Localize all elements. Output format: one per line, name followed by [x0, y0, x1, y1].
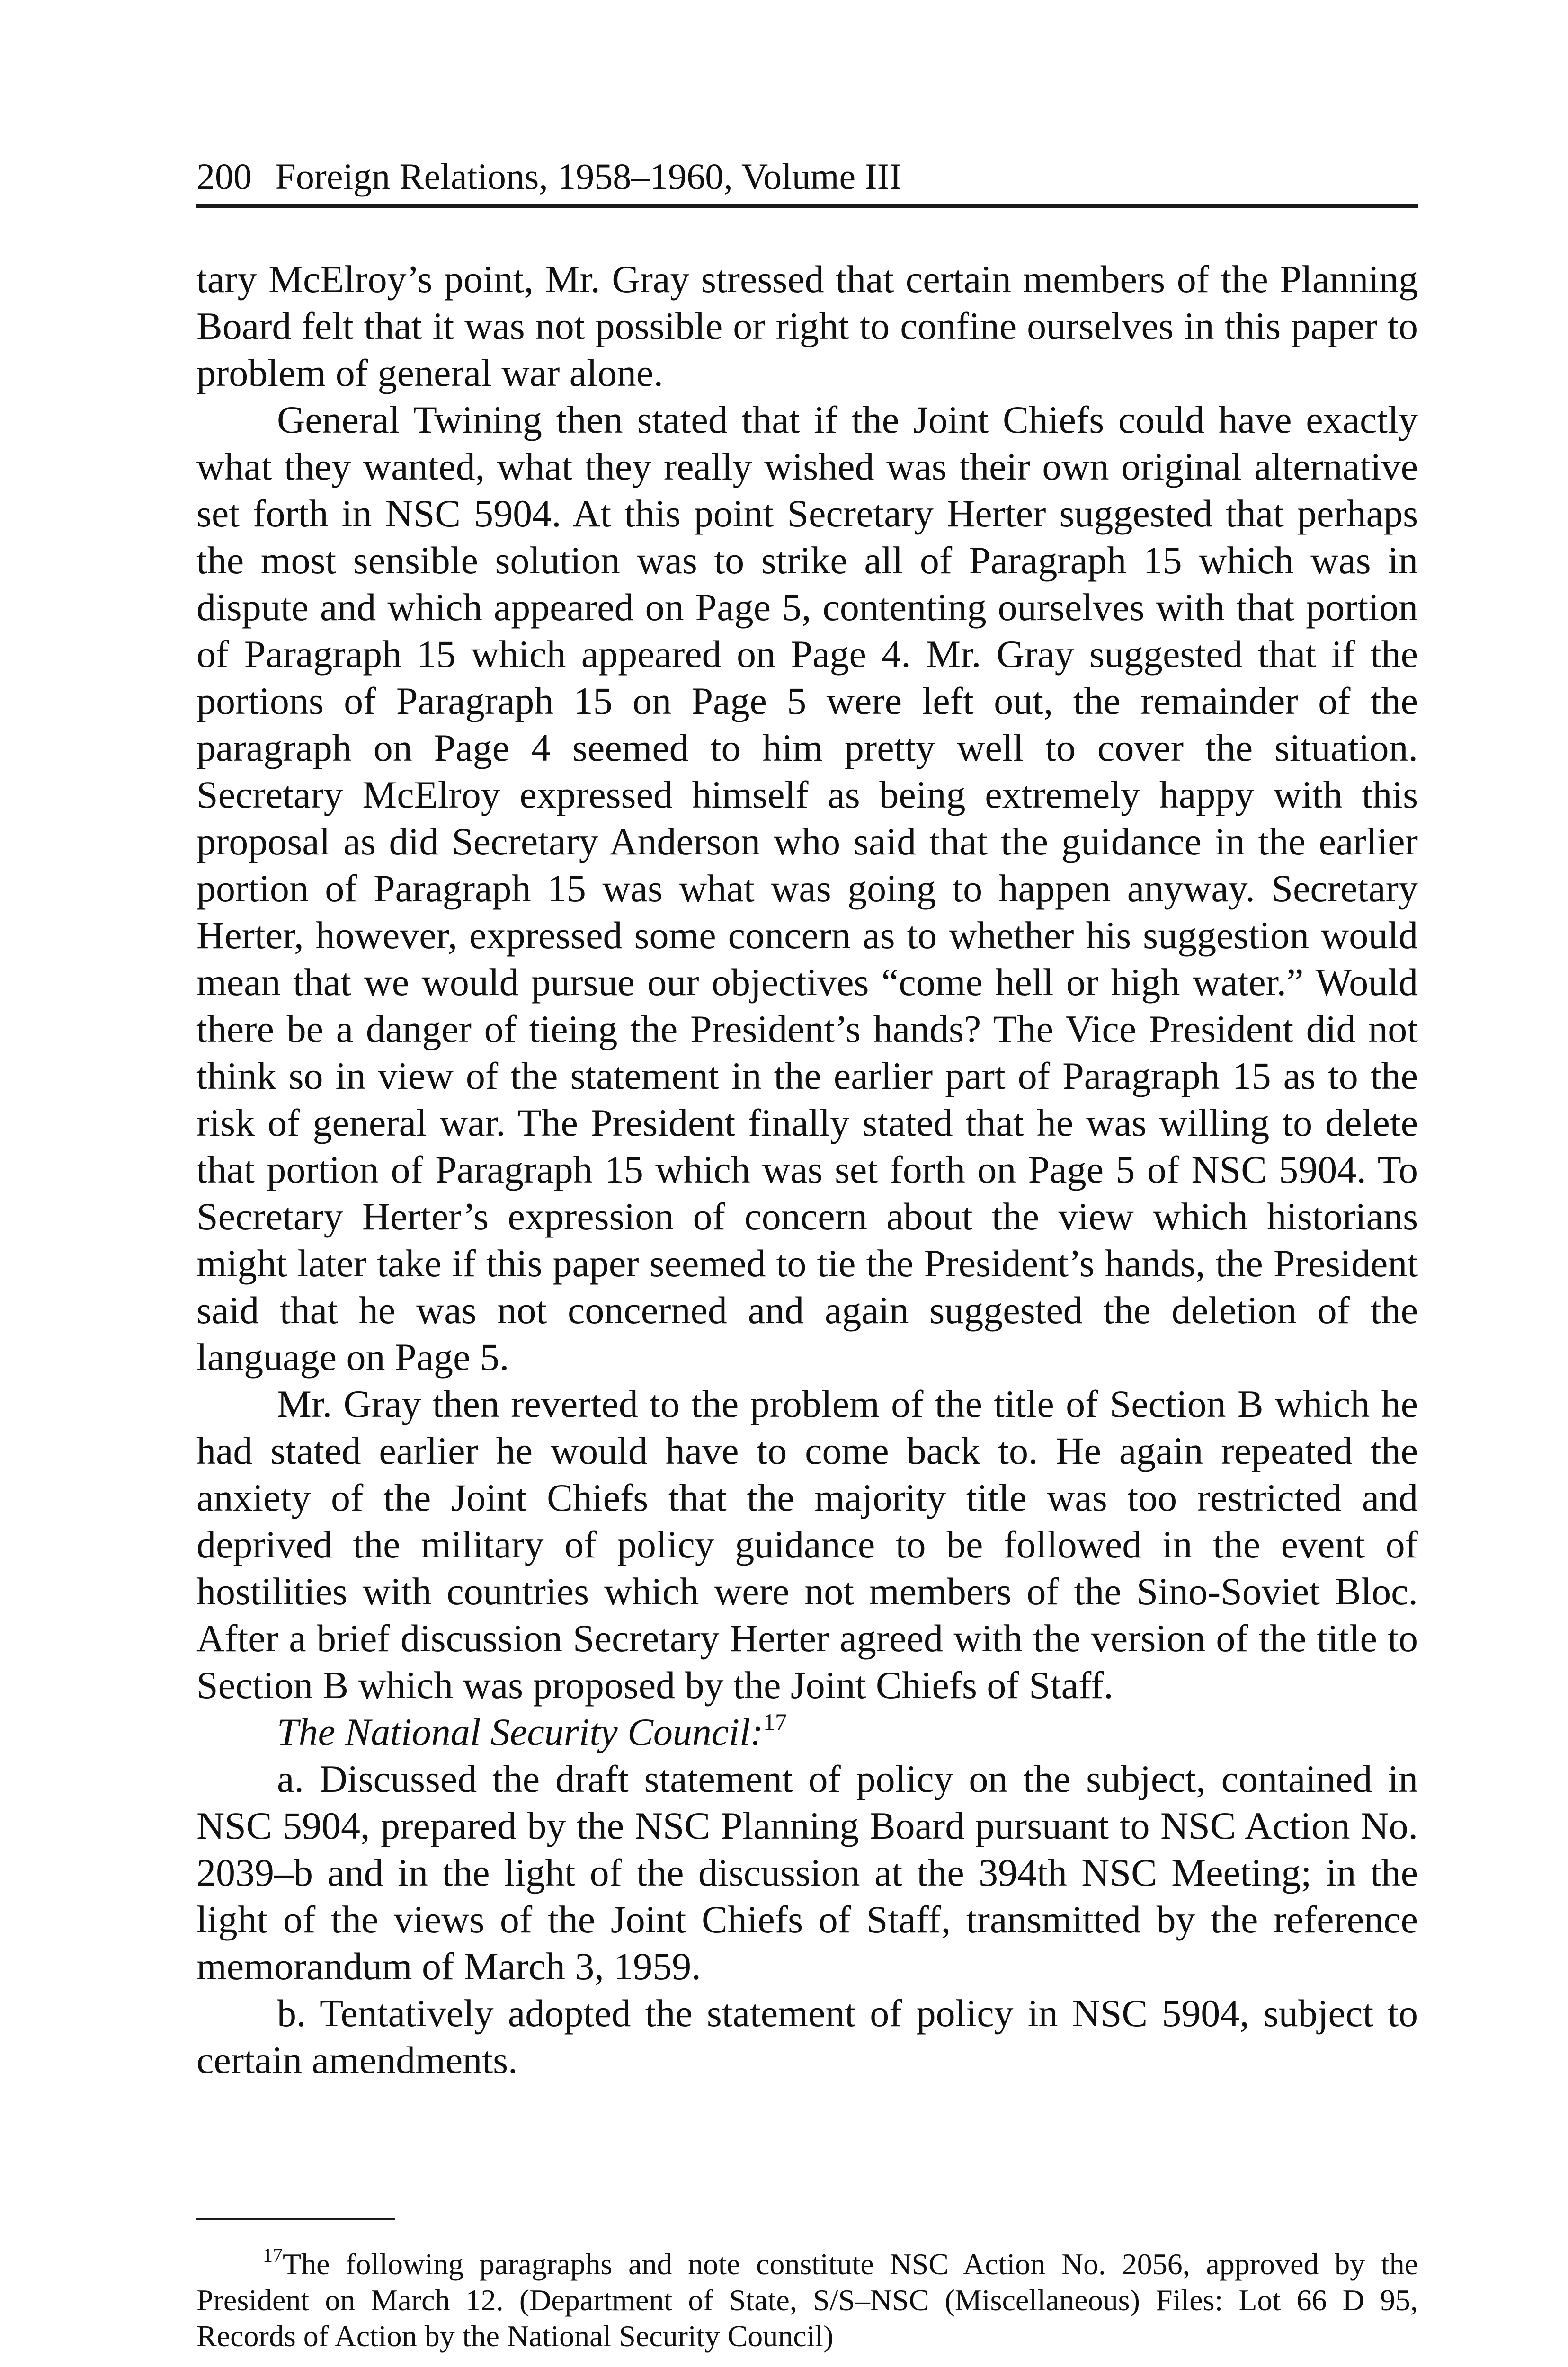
page-number: 200	[196, 156, 252, 197]
footnote-17	[196, 2246, 1418, 2354]
footnote-rule	[196, 2218, 395, 2220]
running-header	[196, 151, 1418, 203]
paragraph-twining: General Twining then stated that if the Joint Chiefs could have exactly what they wanted, what they really wished was their own original alternative set forth in NSC 5904. At this point Secretary Herter suggested that perhaps the most sensible solution was to strike all of Paragraph 15 which was in dispute and which appeared on Page 5, contenting ourselves with that portion of Paragraph 15 which appeared on Page 4. Mr. Gray suggested that if the portions of Paragraph 15 on Page 5 were left out, the remainder of the paragraph on Page 4 seemed to him pretty well to cover the situation. Secretary McElroy expressed himself as being extremely happy with this proposal as did Secretary Anderson who said that the guidance in the earlier portion of Paragraph 15 was what was going to happen anyway. Secretary Herter, however, expressed some concern as to whether his suggestion would mean that we would pursue our objectives “come hell or high water.” Would there be a danger of tieing the President’s hands? The Vice President did not think so in view of the statement in the earlier part of Paragraph 15 as to the risk of general war. The President finally stated that he was willing to delete that portion of Paragraph 15 which was set forth on Page 5 of NSC 5904. To Secretary Herter’s expression of concern about the view which historians might later take if this paper seemed to tie the President’s hands, the President said that he was not concerned and again suggested the deletion of the language on Page 5.	[196, 398, 1418, 1379]
action-item-a: a. Discussed the draft statement of policy on the subject, contained in NSC 5904, prepared by the NSC Planning Board pursuant to NSC Action No. 2039–b and in the light of the discussion at the 394th NSC Meeting; in the light of the views of the Joint Chiefs of Staff, transmitted by the reference memorandum of March 3, 1959.	[196, 1757, 1418, 1988]
header-rule	[196, 204, 1418, 208]
council-heading	[196, 1709, 1418, 1755]
footnote-number: 17	[263, 2245, 283, 2267]
footnote-reference[interactable]: 17	[763, 1709, 787, 1735]
paragraph-section-b: Mr. Gray then reverted to the problem of the title of Section B which he had stated earlier he would have to come back to. He again repeated the anxiety of the Joint Chiefs that the majority title was too restricted and deprived the military of policy guidance to be followed in the event of hostilities with countries which were not members of the Sino-Soviet Bloc. After a brief discussion Secretary Herter agreed with the version of the title to Section B which was proposed by the Joint Chiefs of Staff.	[196, 1382, 1418, 1707]
footnote-text: The following paragraphs and note constitute NSC Action No. 2056, approved by the President on March 12. (Department of State, S/S–NSC (Miscellaneous) Files: Lot 66 D 95, Records of Action by the National Security Council)	[196, 2247, 1418, 2353]
paragraph-continued: tary McElroy’s point, Mr. Gray stressed that certain members of the Planning Board felt that it was not possible or right to confine ourselves in this paper to problem of general war alone.	[196, 258, 1418, 394]
running-title: Foreign Relations, 1958–1960, Volume III	[275, 156, 902, 197]
body-text	[196, 256, 1418, 2083]
footnote	[196, 2246, 1418, 2354]
council-heading-text: The National Security Council:	[277, 1710, 764, 1753]
action-item-b: b. Tentatively adopted the statement of policy in NSC 5904, subject to certain amendments.	[196, 1992, 1418, 2082]
